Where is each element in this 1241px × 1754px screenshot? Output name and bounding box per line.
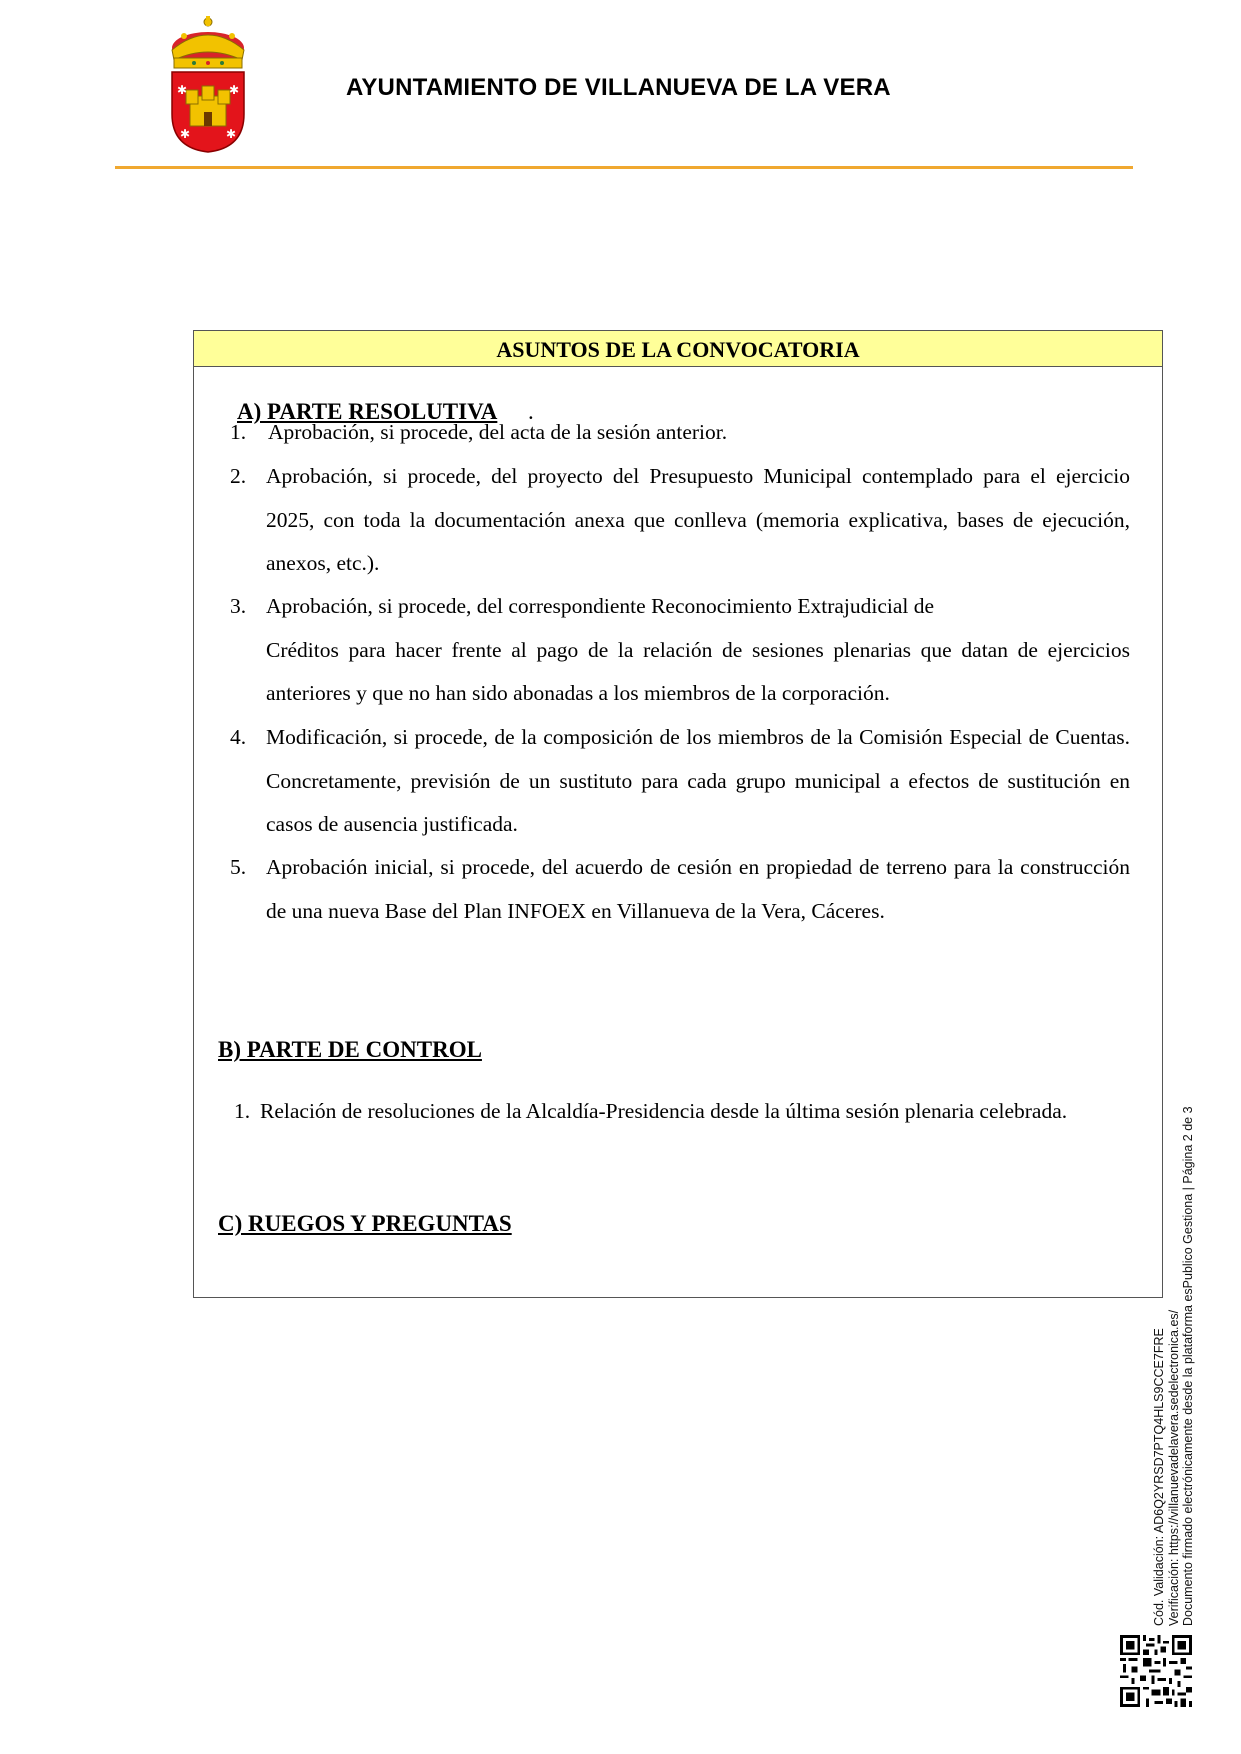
header-divider	[115, 166, 1133, 169]
verification-text	[1152, 1106, 1196, 1626]
verification-url[interactable]: Verificación: https://villanuevadelavera.sedelectronica.es/	[1166, 1309, 1181, 1626]
coat-of-arms-icon	[164, 14, 252, 156]
list-item: 4. Modificación, si procede, de la composición de los miembros de la Comisión Especial de Cuentas. Concretamente, previsión de un sustituto para cada grupo municipal a efectos de sustitución en casos de ausencia justificada.	[230, 725, 1130, 836]
list-item: 1. Aprobación, si procede, del acta de la sesión anterior.	[230, 420, 728, 444]
section-a-suffix: .	[528, 399, 534, 424]
list-item: 3. Aprobación, si procede, del correspondiente Reconocimiento Extrajudicial de Créditos para hacer frente al pago de la relación de sesiones plenarias que datan de ejercicios anteriores y que no han sido abonadas a los miembros de la corporación.	[230, 594, 1130, 705]
svg-text:✱: ✱	[177, 83, 188, 97]
validation-code: Cód. Validación: AD6Q2YRSD7PTQ4HLS9CCE7FRE	[1152, 1328, 1166, 1626]
page-title: AYUNTAMIENTO DE VILLANUEVA DE LA VERA	[346, 74, 891, 101]
section-a-title: A) PARTE RESOLUTIVA	[237, 399, 498, 424]
list-item: 1. Relación de resoluciones de la Alcaldía-Presidencia desde la última sesión plenaria celebrada.	[234, 1099, 1068, 1123]
svg-text:✱: ✱	[226, 127, 237, 141]
svg-text:✱: ✱	[229, 83, 240, 97]
list-item: 2. Aprobación, si procede, del proyecto del Presupuesto Municipal contemplado para el ejercicio 2025, con toda la documentación anexa que conlleva (memoria explicativa, bases de ejecución, anexos, etc.).	[230, 464, 1130, 575]
agenda-box	[193, 330, 1163, 1298]
list-item: 5. Aprobación inicial, si procede, del acuerdo de cesión en propiedad de terreno para la construcción de una nueva Base del Plan INFOEX en Villanueva de la Vera, Cáceres.	[230, 855, 1130, 923]
svg-text:✱: ✱	[180, 127, 191, 141]
section-b-title: B) PARTE DE CONTROL	[218, 1037, 482, 1062]
section-c-title: C) RUEGOS Y PREGUNTAS	[218, 1211, 512, 1236]
agenda-title: ASUNTOS DE LA CONVOCATORIA	[194, 331, 1162, 367]
qr-code-icon	[1120, 1635, 1192, 1707]
signature-note: Documento firmado electrónicamente desde la plataforma esPublico Gestiona | Página 2 de 3	[1181, 1106, 1195, 1626]
